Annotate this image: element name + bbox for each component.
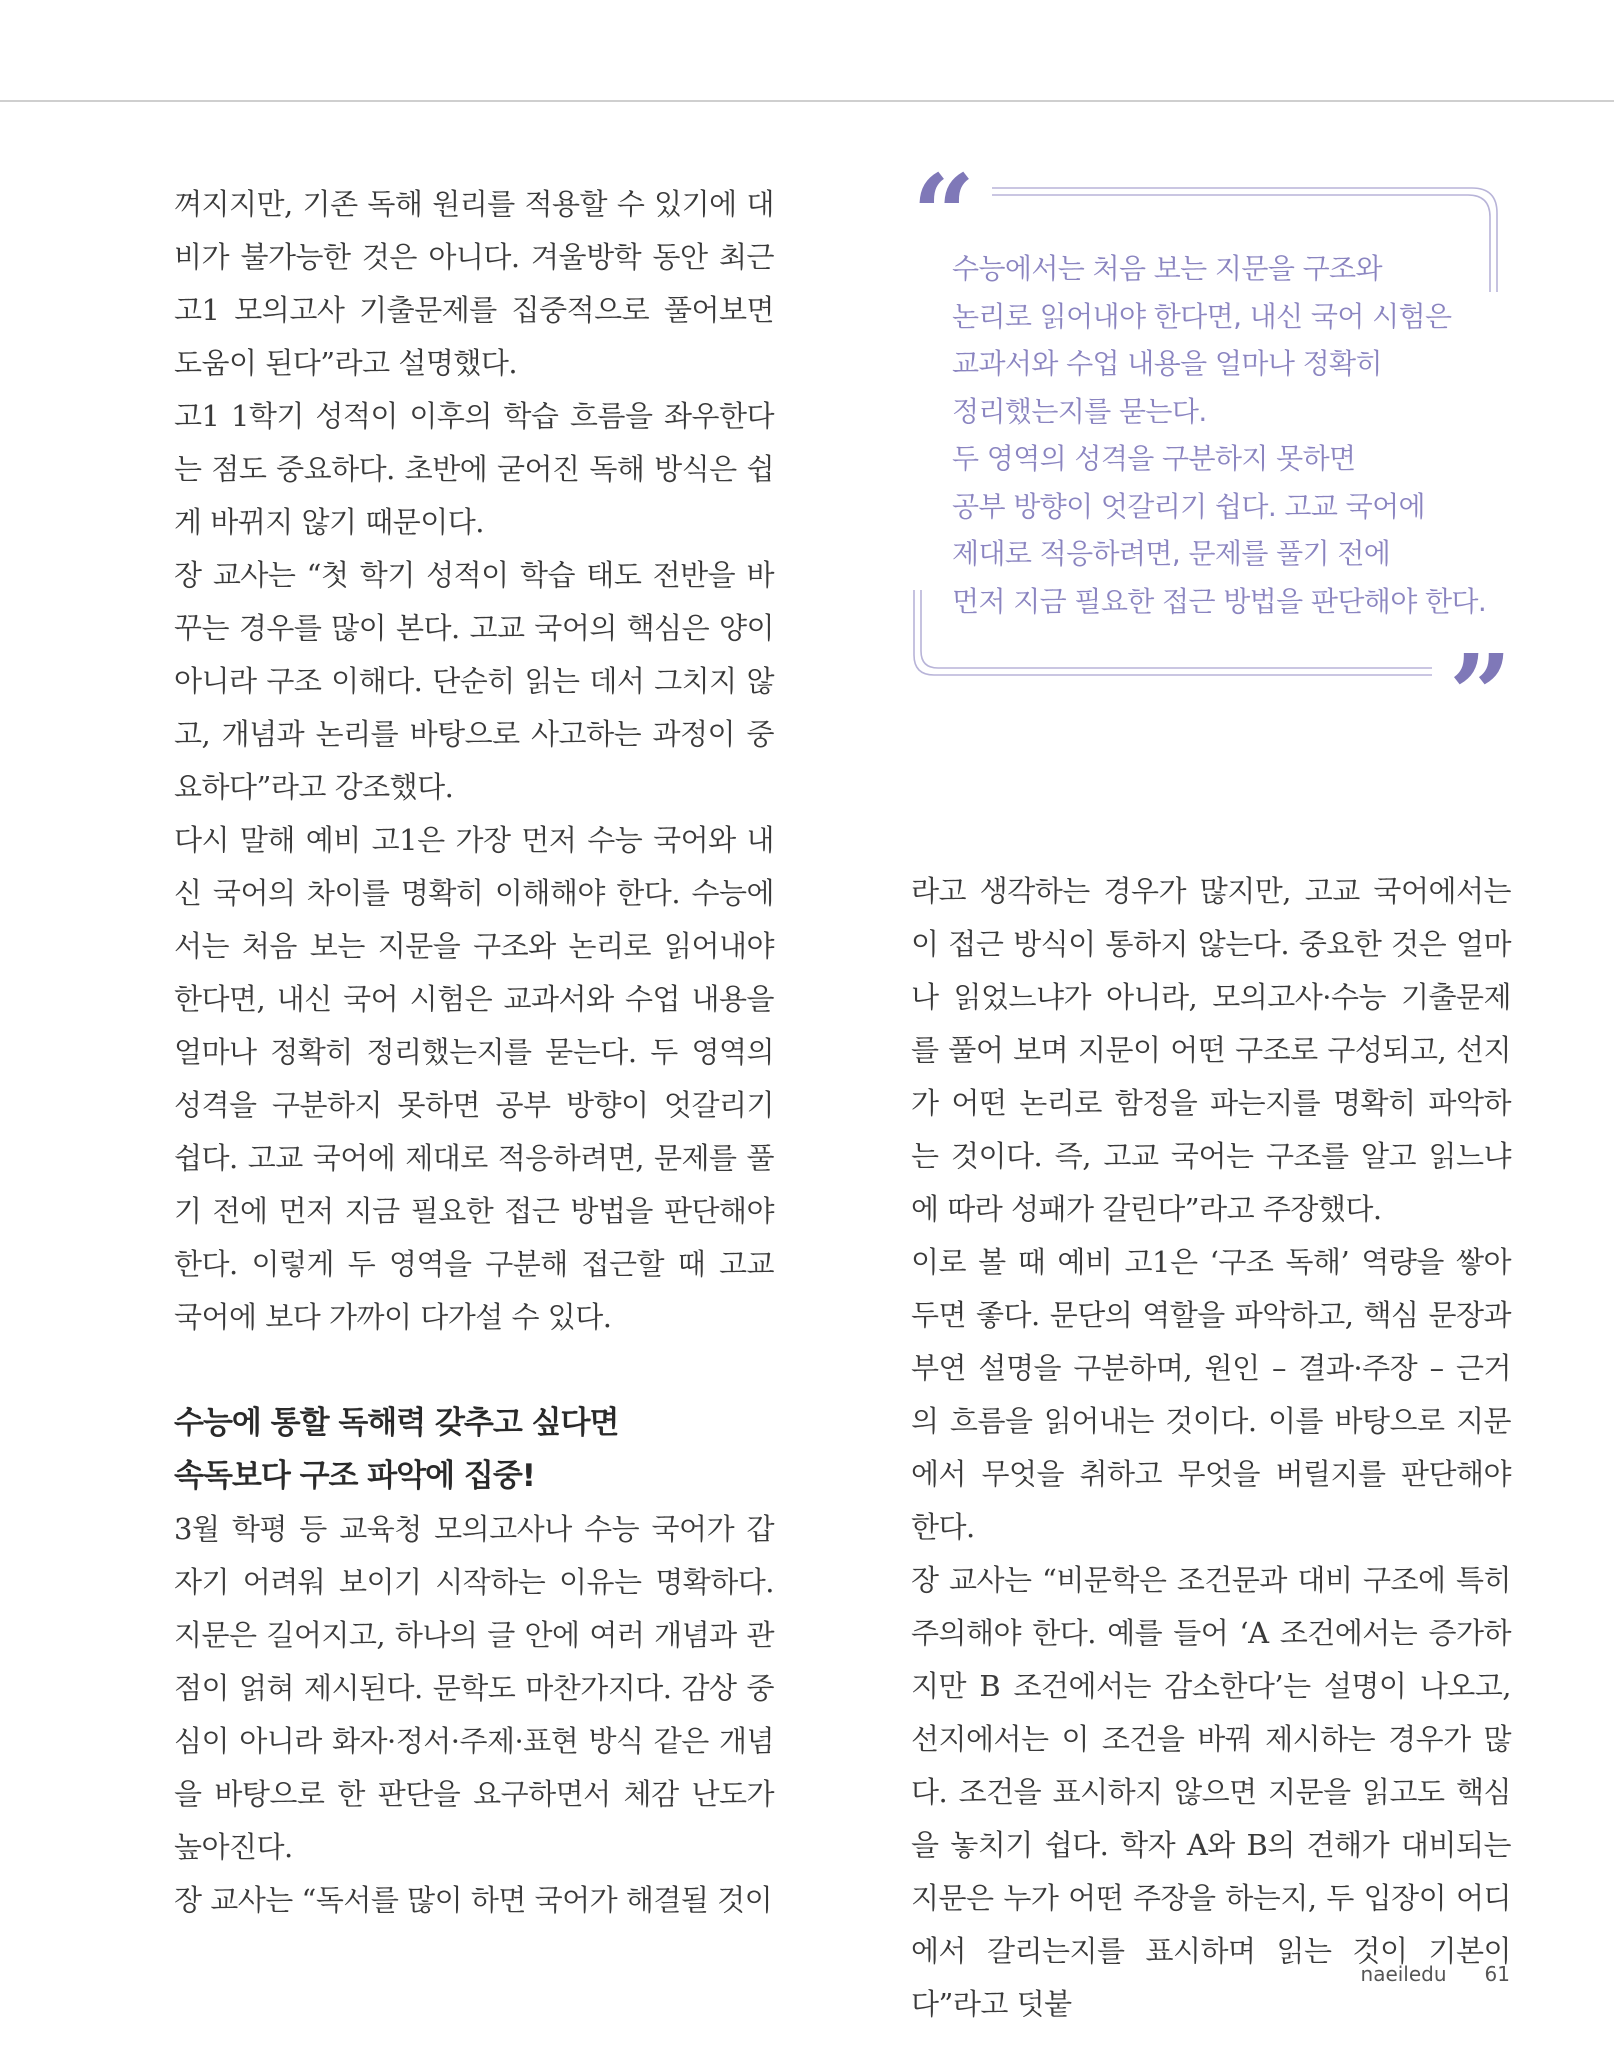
page-footer bbox=[1361, 1962, 1510, 1986]
paragraph: 고1 1학기 성적이 이후의 학습 흐름을 좌우한다는 점도 중요하다. 초반에 굳어진 독해 방식은 쉽게 바뀌지 않기 때문이다. bbox=[174, 399, 774, 539]
paragraph: 이로 볼 때 예비 고1은 ‘구조 독해’ 역량을 쌓아두면 좋다. 문단의 역할을 파악하고, 핵심 문장과 부연 설명을 구분하며, 원인 – 결과·주장 – 근거의 흐름을 읽어내는 것이다. 이를 바탕으로 지문에서 무엇을 취하고 무엇을 버릴지를 판단해야 한다. bbox=[911, 1245, 1511, 1544]
section-gap bbox=[174, 1344, 774, 1397]
paragraph: 라고 생각하는 경우가 많지만, 고교 국어에서는 이 접근 방식이 통하지 않는다. 중요한 것은 얼마나 읽었느냐가 아니라, 모의고사·수능 기출문제를 풀어 보며 지문이 어떤 구조로 구성되고, 선지가 어떤 논리로 함정을 파는지를 명확히 파악하는 것이다. 즉, 고교 국어는 구조를 알고 읽느냐에 따라 성패가 갈린다”라고 주장했다. bbox=[911, 874, 1511, 1226]
section-heading-line-2: 속독보다 구조 파악에 집중! bbox=[174, 1458, 535, 1494]
pull-quote-line: 제대로 적응하려면, 문제를 풀기 전에 bbox=[952, 537, 1391, 570]
close-quote-icon: ” bbox=[1448, 630, 1512, 759]
publication-name: naeiledu bbox=[1360, 1962, 1447, 1986]
right-column bbox=[911, 865, 1511, 2031]
pull-quote-line: 교과서와 수업 내용을 얼마나 정확히 bbox=[952, 347, 1382, 380]
pull-quote-line: 정리했는지를 묻는다. bbox=[952, 394, 1207, 428]
paragraph: 장 교사는 “첫 학기 성적이 학습 태도 전반을 바꾸는 경우를 많이 본다. 고교 국어의 핵심은 양이 아니라 구조 이해다. 단순히 읽는 데서 그치지 않고, 개념과 논리를 바탕으로 사고하는 과정이 중요하다”라고 강조했다. bbox=[174, 558, 774, 804]
pull-quote-line: 두 영역의 성격을 구분하지 못하면 bbox=[952, 442, 1356, 475]
pull-quote-line: 먼저 지금 필요한 접근 방법을 판단해야 한다. bbox=[952, 584, 1487, 618]
pull-quote-line: 논리로 읽어내야 한다면, 내신 국어 시험은 bbox=[952, 299, 1452, 333]
paragraph: 장 교사는 “독서를 많이 하면 국어가 해결될 것이 bbox=[174, 1883, 773, 1917]
paragraph: 껴지지만, 기존 독해 원리를 적용할 수 있기에 대비가 불가능한 것은 아니다. 겨울방학 동안 최근 고1 모의고사 기출문제를 집중적으로 풀어보면 도움이 된다”라고 설명했다. bbox=[174, 187, 774, 380]
section-heading-line-1: 수능에 통할 독해력 갖추고 싶다면 bbox=[174, 1405, 619, 1441]
paragraph: 다시 말해 예비 고1은 가장 먼저 수능 국어와 내신 국어의 차이를 명확히 이해해야 한다. 수능에서는 처음 보는 지문을 구조와 논리로 읽어내야 한다면, 내신 국어 시험은 교과서와 수업 내용을 얼마나 정확히 정리했는지를 묻는다. 두 영역의 성격을 구분하지 못하면 공부 방향이 엇갈리기 쉽다. 고교 국어에 제대로 적응하려면, 문제를 풀기 전에 먼저 지금 필요한 접근 방법을 판단해야 한다. 이렇게 두 영역을 구분해 접근할 때 고교 국어에 보다 가까이 다가설 수 있다. bbox=[174, 823, 774, 1334]
page-number: 61 bbox=[1484, 1962, 1510, 1986]
left-column bbox=[174, 178, 774, 1927]
open-quote-icon: “ bbox=[912, 150, 976, 279]
paragraph: 장 교사는 “비문학은 조건문과 대비 구조에 특히 주의해야 한다. 예를 들어 ‘A 조건에서는 증가하지만 B 조건에서는 감소한다’는 설명이 나오고, 선지에서는 이 조건을 바꿔 제시하는 경우가 많다. 조건을 표시하지 않으면 지문을 읽고도 핵심을 놓치기 쉽다. 학자 A와 B의 견해가 대비되는 지문은 누가 어떤 주장을 하는지, 두 입장이 어디에서 갈리는지를 표시하며 읽는 것이 기본이다”라고 덧붙 bbox=[911, 1563, 1511, 2021]
pull-quote-line: 수능에서는 처음 보는 지문을 구조와 bbox=[952, 252, 1382, 285]
paragraph: 3월 학평 등 교육청 모의고사나 수능 국어가 갑자기 어려워 보이기 시작하는 이유는 명확하다. 지문은 길어지고, 하나의 글 안에 여러 개념과 관점이 얽혀 제시된다. 문학도 마찬가지다. 감상 중심이 아니라 화자·정서·주제·표현 방식 같은 개념을 바탕으로 한 판단을 요구하면서 체감 난도가 높아진다. bbox=[174, 1512, 774, 1864]
top-rule bbox=[0, 100, 1614, 102]
pull-quote-text bbox=[952, 245, 1512, 625]
pull-quote-line: 공부 방향이 엇갈리기 쉽다. 고교 국어에 bbox=[952, 489, 1425, 523]
pull-quote bbox=[912, 150, 1512, 759]
